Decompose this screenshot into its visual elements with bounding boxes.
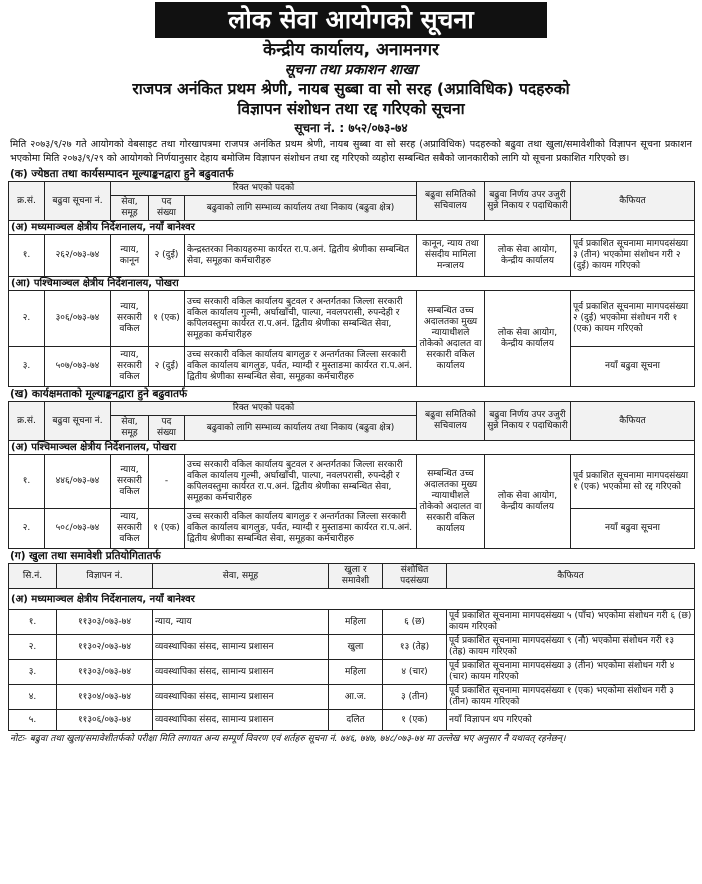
- header-remarks: कैफियत: [571, 182, 695, 221]
- header-posts: पद संख्या: [149, 416, 185, 441]
- cell-sn: ५.: [9, 710, 57, 731]
- cell-committee: सम्बन्धित उच्च अदालतका मुख्य न्यायाधीशले तोकेको अदालत वा सरकारी वकिल कार्यालय: [417, 455, 485, 549]
- cell-type: महिला: [329, 610, 383, 635]
- cell-posts: १ (एक): [149, 509, 185, 549]
- cell-office: उच्च सरकारी वकिल कार्यालय बुटवल र अन्तर्गतका जिल्ला सरकारी वकिल कार्यालय गुल्मी, अर्घाखाँची, पाल्पा, नवलपरासी, रुपन्देही र कपिलवस्तुमा कार्यरत रा.प.अनं. द्वितीय श्रेणीका सम्बन्धित सेवा, समूहका कर्मचारीहरु: [185, 455, 417, 509]
- cell-revised: १ (एक): [383, 710, 447, 731]
- section-c-title: (ग) खुला तथा समावेशी प्रतियोगितातर्फ: [10, 550, 161, 562]
- header-notice: बढुवा सूचना नं.: [45, 182, 111, 221]
- table-row: [9, 635, 695, 660]
- cell-type: आ.ज.: [329, 685, 383, 710]
- cell-appeal: लोक सेवा आयोग, केन्द्रीय कार्यालय: [485, 235, 571, 277]
- table-row: [9, 455, 695, 509]
- cell-committee: सम्बन्धित उच्च अदालतका मुख्य न्यायाधीशले तोकेको अदालत वा सरकारी वकिल कार्यालय: [417, 291, 485, 387]
- cell-remarks: नयाँ बढुवा सूचना: [571, 509, 695, 549]
- header-revised: संशोधित पदसंख्या: [383, 564, 447, 589]
- cell-sn: ३.: [9, 347, 45, 387]
- header-office: बढुवाको लागि सम्भाव्य कार्यालय तथा निकाय (बढुवा क्षेत्र): [185, 416, 417, 441]
- cell-appeal: लोक सेवा आयोग, केन्द्रीय कार्यालय: [485, 455, 571, 549]
- section-b-title: (ख) कार्यक्षमताको मूल्याङ्कनद्वारा हुने बढुवातर्फ: [10, 388, 188, 400]
- cell-notice: ३०६/०७३-७४: [45, 291, 111, 347]
- cell-office: उच्च सरकारी वकिल कार्यालय बागलुङ र अन्तर्गतका जिल्ला सरकारी वकिल कार्यालय बागलुङ, पर्वत, म्याग्दी र मुस्ताङमा कार्यरत रा.प.अनं. द्वितीय श्रेणीका सम्बन्धित सेवा, समूहका कर्मचारीहरु: [185, 347, 417, 387]
- cell-notice: ४४६/०७३-७४: [45, 455, 111, 509]
- header-vacant: रिक्त भएको पदको: [111, 402, 417, 416]
- header-sn: सि.नं.: [9, 564, 57, 589]
- title-line-1: राजपत्र अनंकित प्रथम श्रेणी, नायब सुब्बा वा सो सरह (अप्राविधिक) पदहरुको: [132, 80, 570, 98]
- cell-remarks: पूर्व प्रकाशित सूचनामा मागपदसंख्या ९ (नौ) भएकोमा संशोधन गरी १३ (तेह्र) कायम गरिएको: [447, 635, 695, 660]
- cell-remarks: पूर्व प्रकाशित सूचनामा मागपदसंख्या ३ (तीन) भएकोमा संशोधन गरी २ (दुई) कायम गरिएको: [571, 235, 695, 277]
- cell-sn: २.: [9, 291, 45, 347]
- group-title: (अ) मध्यमाञ्चल क्षेत्रीय निर्देशनालय, नयाँ बानेश्वर: [9, 589, 695, 610]
- cell-service: व्यवस्थापिका संसद, सामान्य प्रशासन: [153, 660, 329, 685]
- cell-service: व्यवस्थापिका संसद, सामान्य प्रशासन: [153, 685, 329, 710]
- cell-remarks: पूर्व प्रकाशित सूचनामा मागपदसंख्या ५ (पाँच) भएकोमा संशोधन गरी ६ (छ) कायम गरिएको: [447, 610, 695, 635]
- table-row: [9, 509, 695, 549]
- table-row: [9, 235, 695, 277]
- header-appeal: बढुवा निर्णय उपर उजुरी सुन्ने निकाय र पदाधिकारी: [485, 182, 571, 221]
- group-title: (अ) मध्यमाञ्चल क्षेत्रीय निर्देशनालय, नयाँ बानेश्वर: [9, 221, 695, 235]
- cell-posts: २ (दुई): [149, 347, 185, 387]
- header-remarks: कैफियत: [571, 402, 695, 441]
- cell-remarks: पूर्व प्रकाशित सूचनामा मागपदसंख्या १ (एक) भएकोमा संशोधन गरी ३ (तीन) कायम गरिएको: [447, 685, 695, 710]
- header-service: सेवा, समूह: [111, 416, 149, 441]
- cell-revised: ३ (तीन): [383, 685, 447, 710]
- cell-office: केन्द्रस्तरका निकायहरुमा कार्यरत रा.प.अनं. द्वितीय श्रेणीका सम्बन्धित सेवा, समूहका कर्मचारीहरु: [185, 235, 417, 277]
- header-ad-no: विज्ञापन नं.: [57, 564, 153, 589]
- cell-sn: ३.: [9, 660, 57, 685]
- cell-service: न्याय, न्याय: [153, 610, 329, 635]
- cell-committee: कानून, न्याय तथा संसदीय मामिला मन्त्रालय: [417, 235, 485, 277]
- cell-posts: -: [149, 455, 185, 509]
- cell-notice: ५०७/०७३-७४: [45, 347, 111, 387]
- cell-remarks: पूर्व प्रकाशित सूचनामा मागपदसंख्या २ (दुई) भएकोमा संशोधन गरी १ (एक) कायम गरिएको: [571, 291, 695, 347]
- notice-number: सूचना नं. : ७५२/०७३-७४: [294, 121, 408, 135]
- header-service: सेवा, समूह: [111, 196, 149, 221]
- header-sn: क्र.सं.: [9, 182, 45, 221]
- cell-type: दलित: [329, 710, 383, 731]
- title-line-2: विज्ञापन संशोधन तथा रद्द गरिएको सूचना: [237, 100, 465, 118]
- office-name: केन्द्रीय कार्यालय, अनामनगर: [263, 40, 439, 60]
- cell-posts: १ (एक): [149, 291, 185, 347]
- cell-notice: २६२/०७३-७४: [45, 235, 111, 277]
- group-title: (अ) पश्चिमाञ्चल क्षेत्रीय निर्देशनालय, पोखरा: [9, 441, 695, 455]
- cell-office: उच्च सरकारी वकिल कार्यालय बुटवल र अन्तर्गतका जिल्ला सरकारी वकिल कार्यालय गुल्मी, अर्घाखाँची, पाल्पा, नवलपरासी, रुपन्देही र कपिलवस्तुमा कार्यरत रा.प.अनं. द्वितीय श्रेणीका सम्बन्धित सेवा, समूहका कर्मचारीहरु: [185, 291, 417, 347]
- table-row: [9, 291, 695, 347]
- cell-sn: ४.: [9, 685, 57, 710]
- cell-remarks: पूर्व प्रकाशित सूचनामा मागपदसंख्या १ (एक) भएकोमा सो रद्द गरिएको: [571, 455, 695, 509]
- header-committee: बढुवा समितिको सचिवालय: [417, 402, 485, 441]
- cell-appeal: लोक सेवा आयोग, केन्द्रीय कार्यालय: [485, 291, 571, 387]
- cell-sn: २.: [9, 635, 57, 660]
- header-notice: बढुवा सूचना नं.: [45, 402, 111, 441]
- section-a-title: (क) ज्येष्ठता तथा कार्यसम्पादन मूल्याङ्कनद्वारा हुने बढुवातर्फ: [10, 168, 234, 180]
- branch-name: सूचना तथा प्रकाशन शाखा: [284, 62, 418, 78]
- notice-banner: लोक सेवा आयोगको सूचना: [155, 2, 547, 38]
- footnote: नोटः- बढुवा तथा खुला/समावेशीतर्फको परीक्षा मिति लगायत अन्य सम्पूर्ण विवरण एवं शर्तहरु सूचना नं. ७४६, ७४७, ७४८/०७३-७४ मा उल्लेख भए अनुसार नै यथावत् रहनेछन्।: [10, 734, 566, 744]
- table-row: [9, 610, 695, 635]
- cell-revised: ४ (चार): [383, 660, 447, 685]
- table-row: [9, 685, 695, 710]
- cell-service: व्यवस्थापिका संसद, सामान्य प्रशासन: [153, 710, 329, 731]
- cell-remarks: नयाँ विज्ञापन थप गरिएको: [447, 710, 695, 731]
- cell-remarks: नयाँ बढुवा सूचना: [571, 347, 695, 387]
- cell-office: उच्च सरकारी वकिल कार्यालय बागलुङ र अन्तर्गतका जिल्ला सरकारी वकिल कार्यालय बागलुङ, पर्वत, म्याग्दी र मुस्ताङमा कार्यरत रा.प.अनं. द्वितीय श्रेणीका सम्बन्धित सेवा, समूहका कर्मचारीहरु: [185, 509, 417, 549]
- cell-revised: ६ (छ): [383, 610, 447, 635]
- cell-type: महिला: [329, 660, 383, 685]
- cell-service: न्याय, सरकारी वकिल: [111, 509, 149, 549]
- cell-sn: १.: [9, 455, 45, 509]
- header-appeal: बढुवा निर्णय उपर उजुरी सुन्ने निकाय र पदाधिकारी: [485, 402, 571, 441]
- cell-service: व्यवस्थापिका संसद, सामान्य प्रशासन: [153, 635, 329, 660]
- cell-ad-no: ११३०२/०७३-७४: [57, 635, 153, 660]
- header-office: बढुवाको लागि सम्भाव्य कार्यालय तथा निकाय (बढुवा क्षेत्र): [185, 196, 417, 221]
- section-c-table: [8, 563, 695, 731]
- section-b-table: [8, 401, 695, 549]
- header-committee: बढुवा समितिको सचिवालय: [417, 182, 485, 221]
- section-a-table: [8, 181, 695, 387]
- table-row: [9, 347, 695, 387]
- cell-sn: १.: [9, 235, 45, 277]
- cell-posts: २ (दुई): [149, 235, 185, 277]
- cell-sn: २.: [9, 509, 45, 549]
- cell-type: खुला: [329, 635, 383, 660]
- cell-ad-no: ११३०३/०७३-७४: [57, 610, 153, 635]
- cell-service: न्याय, कानून: [111, 235, 149, 277]
- intro-paragraph: मिति २०७३/९/२७ गते आयोगको वेबसाइट तथा गोरखापत्रमा राजपत्र अनंकित प्रथम श्रेणी, नायब सुब्बा वा सो सरह (अप्राविधिक) पदहरुको बढुवा तथा खुला/समावेशीको विज्ञापन सूचना प्रकाशन भएकोमा मिति २०७३/९/२९ को आयोगको निर्णयानुसार देहाय बमोजिम विज्ञापन संशोधन तथा रद्द गरिएको व्यहोरा सम्बन्धित सबैको जानकारीको लागि यो सूचना प्रकाशित गरिएको छ।: [10, 139, 692, 164]
- header-remarks: कैफियत: [447, 564, 695, 589]
- table-row: [9, 710, 695, 731]
- header-vacant: रिक्त भएको पदको: [111, 182, 417, 196]
- cell-service: न्याय, सरकारी वकिल: [111, 291, 149, 347]
- header-service: सेवा, समूह: [153, 564, 329, 589]
- cell-ad-no: ११३०६/०७३-७४: [57, 710, 153, 731]
- cell-service: न्याय, सरकारी वकिल: [111, 347, 149, 387]
- cell-ad-no: ११३०३/०७३-७४: [57, 660, 153, 685]
- header-type: खुला र समावेशी: [329, 564, 383, 589]
- cell-remarks: पूर्व प्रकाशित सूचनामा मागपदसंख्या ३ (तीन) भएकोमा संशोधन गरी ४ (चार) कायम गरिएको: [447, 660, 695, 685]
- table-row: [9, 660, 695, 685]
- group-title: (आ) पश्चिमाञ्चल क्षेत्रीय निर्देशनालय, पोखरा: [9, 277, 695, 291]
- cell-ad-no: ११३०४/०७३-७४: [57, 685, 153, 710]
- header-sn: क्र.सं.: [9, 402, 45, 441]
- cell-service: न्याय, सरकारी वकिल: [111, 455, 149, 509]
- cell-revised: १३ (तेह्र): [383, 635, 447, 660]
- cell-notice: ५०८/०७३-७४: [45, 509, 111, 549]
- header-posts: पद संख्या: [149, 196, 185, 221]
- cell-sn: १.: [9, 610, 57, 635]
